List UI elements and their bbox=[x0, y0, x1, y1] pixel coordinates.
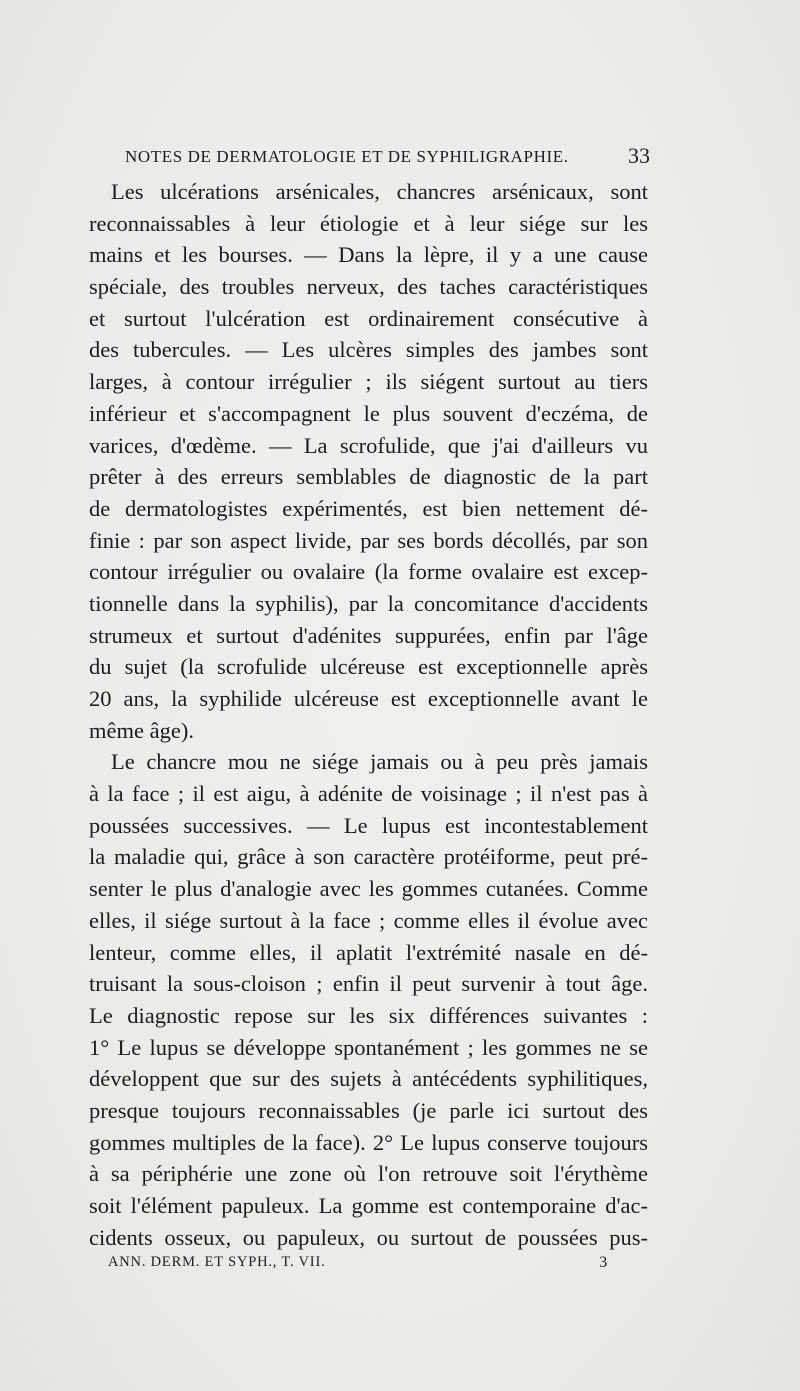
text-line: et surtout l'ulcération est ordinairement consécutive à bbox=[89, 305, 648, 331]
text-line: reconnaissables à leur étiologie et à leur siége sur les bbox=[89, 210, 648, 236]
page-number: 33 bbox=[628, 143, 650, 168]
text-line: des tubercules. — Les ulcères simples des jambes sont bbox=[89, 337, 648, 363]
running-head bbox=[125, 143, 650, 171]
text-line: varices, d'œdème. — La scrofulide, que j'ai d'ailleurs vu bbox=[89, 432, 648, 458]
text-line: 1° Le lupus se développe spontanément ; les gommes ne se bbox=[89, 1034, 648, 1060]
signature-number: 3 bbox=[599, 1254, 608, 1271]
signature-line bbox=[108, 1254, 608, 1276]
text-line: poussées successives. — Le lupus est incontestablement bbox=[89, 812, 648, 838]
text-line: spéciale, des troubles nerveux, des taches caractéristiques bbox=[89, 274, 648, 300]
text-line: elles, il siége surtout à la face ; comme elles il évolue avec bbox=[89, 907, 648, 933]
running-title: NOTES DE DERMATOLOGIE ET DE SYPHILIGRAPHIE. bbox=[125, 147, 569, 166]
text-line: 20 ans, la syphilide ulcéreuse est exceptionnelle avant le bbox=[89, 686, 648, 711]
text-line: mains et les bourses. — Dans la lèpre, il y a une cause bbox=[89, 242, 648, 268]
text-line: truisant la sous-cloison ; enfin il peut survenir à tout âge. bbox=[89, 971, 648, 997]
text-line: même âge). bbox=[89, 717, 194, 743]
text-line: à la face ; il est aigu, à adénite de voisinage ; il n'est pas à bbox=[89, 781, 648, 807]
text-line: à sa périphérie une zone où l'on retrouve soit l'érythème bbox=[89, 1161, 648, 1187]
text-line: soit l'élément papuleux. La gomme est contemporaine d'ac- bbox=[89, 1193, 648, 1218]
text-line: strumeux et surtout d'adénites suppurées, enfin par l'âge bbox=[89, 622, 648, 648]
text-line: la maladie qui, grâce à son caractère protéiforme, peut pré- bbox=[89, 844, 648, 870]
text-line: lenteur, comme elles, il aplatit l'extrémité nasale en dé- bbox=[89, 939, 648, 965]
text-line: finie : par son aspect livide, par ses bords décollés, par son bbox=[89, 527, 648, 553]
text-line: senter le plus d'analogie avec les gommes cutanées. Comme bbox=[89, 876, 648, 902]
text-line: inférieur et s'accompagnent le plus souvent d'eczéma, de bbox=[89, 400, 648, 426]
text-line: cidents osseux, ou papuleux, ou surtout de poussées pus- bbox=[89, 1224, 648, 1250]
text-line: larges, à contour irrégulier ; ils siégent surtout au tiers bbox=[89, 369, 648, 395]
text-line: Le chancre mou ne siége jamais ou à peu près jamais bbox=[111, 749, 648, 775]
text-line: prêter à des erreurs semblables de diagnostic de la part bbox=[89, 464, 648, 490]
text-line: du sujet (la scrofulide ulcéreuse est exceptionnelle après bbox=[89, 654, 648, 680]
text-line: Les ulcérations arsénicales, chancres arsénicaux, sont bbox=[111, 179, 648, 204]
text-line: tionnelle dans la syphilis), par la concomitance d'accidents bbox=[89, 590, 648, 616]
text-line: Le diagnostic repose sur les six différences suivantes : bbox=[89, 1002, 648, 1028]
text-line: développent que sur des sujets à antécédents syphilitiques, bbox=[89, 1066, 648, 1092]
journal-signature: ANN. DERM. ET SYPH., T. VII. bbox=[108, 1254, 326, 1270]
body-text bbox=[89, 176, 648, 1253]
text-line: de dermatologistes expérimentés, est bien nettement dé- bbox=[89, 495, 648, 521]
text-line: gommes multiples de la face). 2° Le lupus conserve toujours bbox=[89, 1129, 648, 1155]
text-line: contour irrégulier ou ovalaire (la forme ovalaire est excep- bbox=[89, 559, 648, 585]
text-line: presque toujours reconnaissables (je parle ici surtout des bbox=[89, 1097, 648, 1123]
